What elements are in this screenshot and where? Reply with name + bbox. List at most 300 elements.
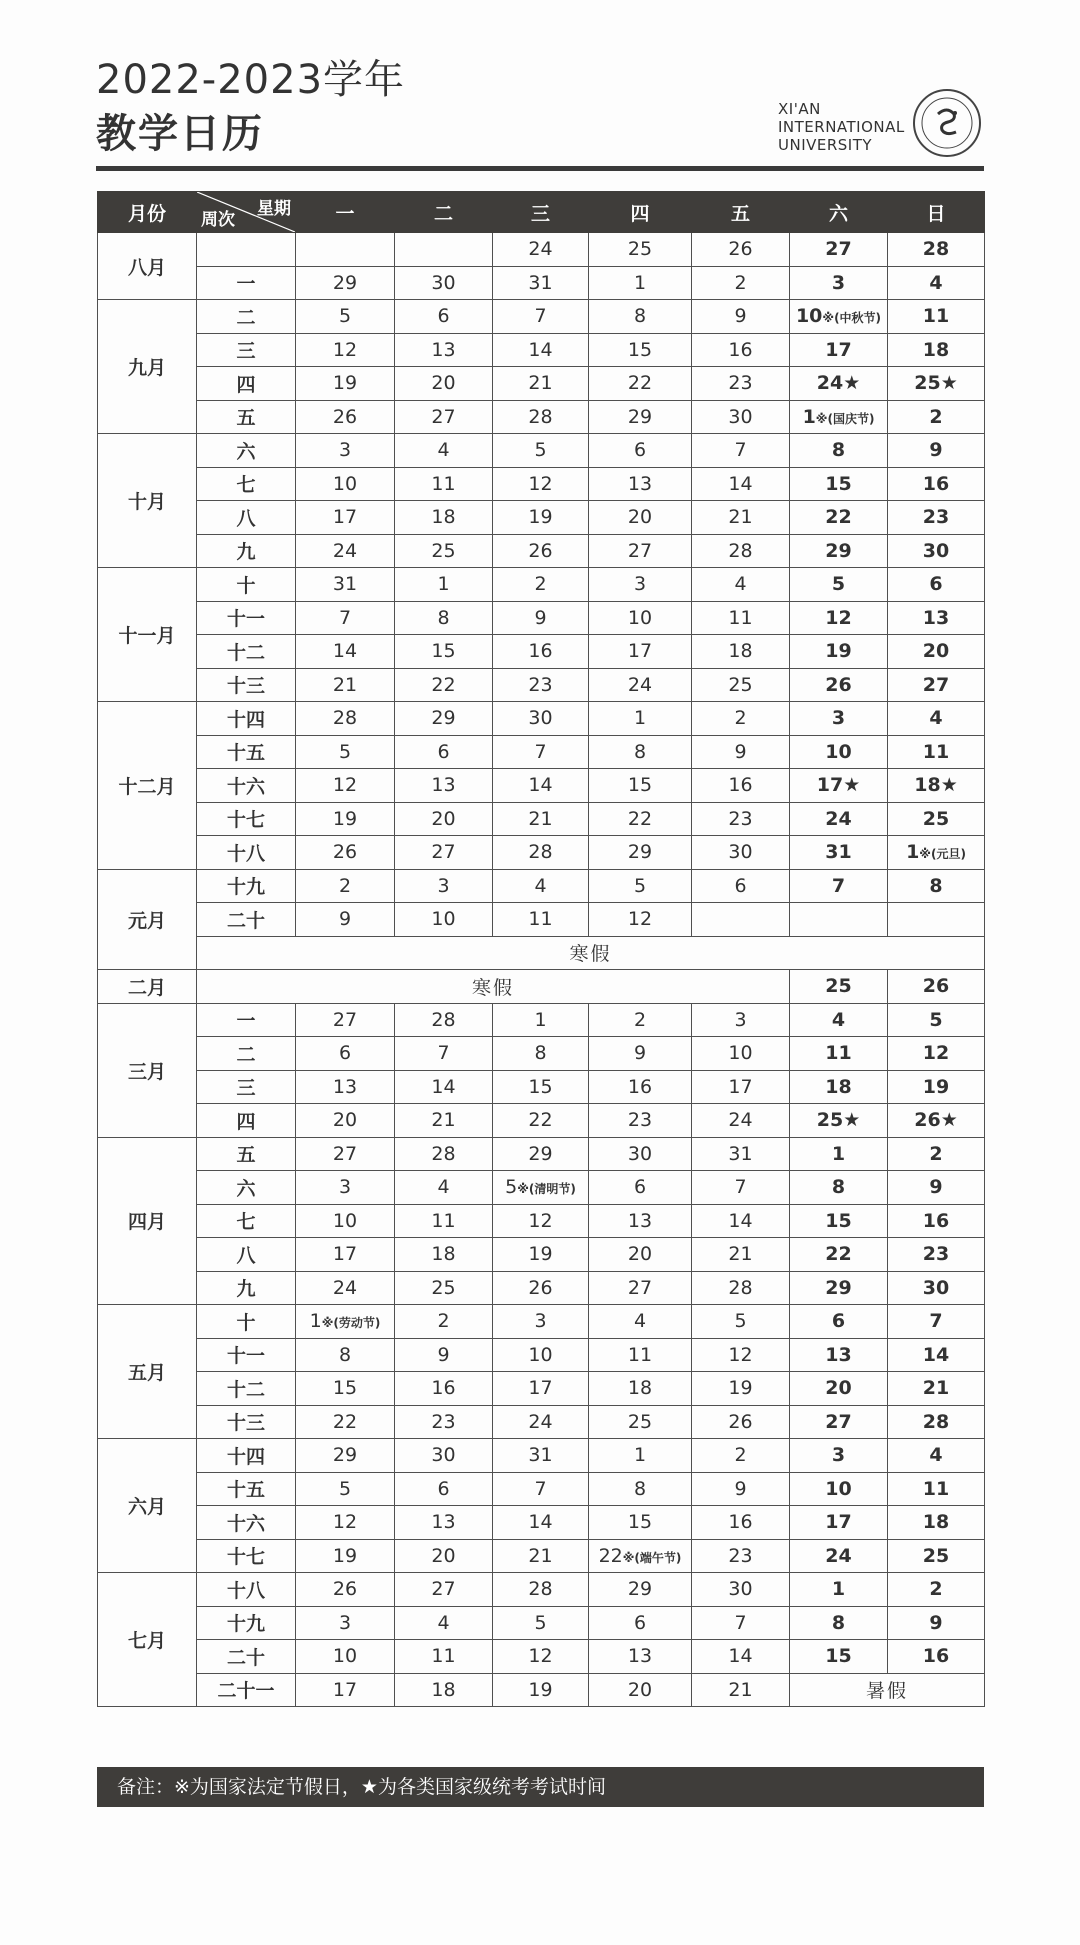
day-cell: 28	[888, 233, 985, 267]
day-cell: 28	[692, 534, 790, 568]
holiday-note: ※(劳动节)	[321, 1316, 381, 1331]
day-cell: 12	[493, 1204, 589, 1238]
day-cell: 18	[395, 501, 493, 535]
day-cell: 10	[296, 467, 395, 501]
day-cell: 8	[296, 1338, 395, 1372]
weekday-label: 星期	[257, 199, 291, 219]
day-cell: 15	[790, 467, 888, 501]
day-header: 二	[395, 192, 493, 233]
month-cell: 元月	[98, 869, 197, 970]
day-cell: 16	[888, 467, 985, 501]
day-cell: 9	[692, 1472, 790, 1506]
day-cell	[296, 233, 395, 267]
table-row	[98, 970, 985, 1004]
table-row	[98, 1372, 985, 1406]
day-cell: 25	[395, 1271, 493, 1305]
day-cell: 29	[790, 1271, 888, 1305]
day-cell: 27	[589, 534, 692, 568]
day-cell: 27	[589, 1271, 692, 1305]
day-cell	[888, 903, 985, 937]
month-cell: 八月	[98, 233, 197, 300]
table-row	[98, 1472, 985, 1506]
week-number-cell: 二十	[197, 1640, 296, 1674]
week-number-cell: 十一	[197, 1338, 296, 1372]
day-cell: 16	[589, 1070, 692, 1104]
day-cell: 6	[692, 869, 790, 903]
day-cell: 24	[296, 1271, 395, 1305]
day-cell: 17★	[790, 769, 888, 803]
day-cell: 17	[790, 1506, 888, 1540]
table-row	[98, 300, 985, 334]
day-cell: 26	[692, 233, 790, 267]
table-row	[98, 501, 985, 535]
day-cell: 29	[589, 1573, 692, 1607]
day-cell: 12	[493, 1640, 589, 1674]
day-cell: 29	[296, 266, 395, 300]
day-cell: 21	[493, 802, 589, 836]
table-row	[98, 836, 985, 870]
day-cell: 14	[493, 769, 589, 803]
day-cell: 25★	[790, 1104, 888, 1138]
day-cell	[395, 233, 493, 267]
week-number-cell: 五	[197, 400, 296, 434]
month-column-header: 月份	[98, 192, 197, 233]
day-cell: 30	[395, 1439, 493, 1473]
week-number-cell: 十四	[197, 702, 296, 736]
day-cell: 10	[395, 903, 493, 937]
day-cell: 2	[888, 1137, 985, 1171]
day-cell: 17	[296, 1238, 395, 1272]
day-cell: 2	[692, 1439, 790, 1473]
day-cell: 3	[790, 1439, 888, 1473]
day-cell: 20	[296, 1104, 395, 1138]
table-row	[98, 434, 985, 468]
day-cell: 26	[493, 534, 589, 568]
day-cell: 21	[888, 1372, 985, 1406]
day-cell: 1	[790, 1573, 888, 1607]
week-number-cell: 一	[197, 1003, 296, 1037]
day-cell: 24★	[790, 367, 888, 401]
day-cell: 3	[296, 1171, 395, 1205]
day-cell: 8	[888, 869, 985, 903]
day-cell: 7	[493, 735, 589, 769]
table-row	[98, 266, 985, 300]
day-cell: 22	[790, 501, 888, 535]
day-cell: 28	[395, 1003, 493, 1037]
holiday-day-number: 1	[906, 841, 920, 864]
week-number-cell: 四	[197, 1104, 296, 1138]
day-cell: 14	[692, 1640, 790, 1674]
day-cell: 15	[395, 635, 493, 669]
day-cell: 11	[395, 1204, 493, 1238]
month-cell: 十二月	[98, 702, 197, 870]
week-number-cell: 四	[197, 367, 296, 401]
day-cell: 13	[395, 769, 493, 803]
day-cell: 31	[790, 836, 888, 870]
day-cell: 8	[589, 735, 692, 769]
day-cell: 21	[296, 668, 395, 702]
day-cell: 1	[589, 1439, 692, 1473]
day-cell: 5	[493, 434, 589, 468]
day-cell: 16	[493, 635, 589, 669]
table-row	[98, 1070, 985, 1104]
day-cell	[589, 1539, 692, 1573]
day-cell: 10	[790, 735, 888, 769]
week-number-cell: 十八	[197, 836, 296, 870]
day-cell: 6	[790, 1305, 888, 1339]
day-cell: 4	[395, 1606, 493, 1640]
day-header: 四	[589, 192, 692, 233]
day-cell: 11	[589, 1338, 692, 1372]
day-cell: 12	[296, 1506, 395, 1540]
day-cell: 2	[589, 1003, 692, 1037]
university-name-line3: UNIVERSITY	[778, 136, 873, 154]
day-cell: 19	[692, 1372, 790, 1406]
day-cell: 16	[395, 1372, 493, 1406]
week-number-cell: 十	[197, 568, 296, 602]
university-name-line2: INTERNATIONAL	[778, 118, 905, 136]
day-cell: 21	[493, 1539, 589, 1573]
table-row	[98, 1238, 985, 1272]
week-number-cell: 二	[197, 1037, 296, 1071]
day-cell: 8	[589, 300, 692, 334]
day-header: 三	[493, 192, 589, 233]
week-number-cell: 十一	[197, 601, 296, 635]
day-cell: 22	[589, 802, 692, 836]
day-cell: 6	[589, 1171, 692, 1205]
week-number-cell: 八	[197, 501, 296, 535]
day-cell: 30	[589, 1137, 692, 1171]
day-cell: 27	[790, 233, 888, 267]
day-cell: 1	[589, 702, 692, 736]
day-cell: 26	[493, 1271, 589, 1305]
day-cell: 6	[888, 568, 985, 602]
day-cell: 9	[589, 1037, 692, 1071]
day-cell: 27	[296, 1003, 395, 1037]
day-cell: 30	[395, 266, 493, 300]
day-cell	[296, 1305, 395, 1339]
day-cell: 18	[790, 1070, 888, 1104]
table-row	[98, 1439, 985, 1473]
day-cell: 17	[692, 1070, 790, 1104]
day-cell: 29	[790, 534, 888, 568]
week-number-cell: 一	[197, 266, 296, 300]
day-cell: 3	[395, 869, 493, 903]
day-cell: 6	[296, 1037, 395, 1071]
day-cell: 21	[395, 1104, 493, 1138]
holiday-day-number: 1	[309, 1310, 322, 1333]
day-cell: 20	[395, 1539, 493, 1573]
week-number-cell: 十九	[197, 1606, 296, 1640]
day-cell: 14	[493, 1506, 589, 1540]
day-cell: 9	[692, 300, 790, 334]
table-row	[98, 568, 985, 602]
table-row	[98, 1606, 985, 1640]
summer-break-cell: 暑假	[790, 1673, 985, 1707]
day-cell: 24	[589, 668, 692, 702]
day-cell: 26	[296, 836, 395, 870]
day-cell: 6	[395, 1472, 493, 1506]
day-cell: 6	[589, 434, 692, 468]
day-cell: 19	[296, 367, 395, 401]
month-cell: 七月	[98, 1573, 197, 1707]
page-title: 教学日历	[96, 111, 264, 157]
day-cell: 27	[296, 1137, 395, 1171]
table-row	[98, 601, 985, 635]
table-row	[98, 1137, 985, 1171]
day-cell: 25	[790, 970, 888, 1004]
month-cell: 十一月	[98, 568, 197, 702]
table-row	[98, 735, 985, 769]
day-cell: 7	[493, 300, 589, 334]
day-cell: 9	[888, 1606, 985, 1640]
day-cell: 7	[296, 601, 395, 635]
day-cell: 25	[395, 534, 493, 568]
month-cell: 四月	[98, 1137, 197, 1305]
day-cell: 10	[493, 1338, 589, 1372]
table-row	[98, 1003, 985, 1037]
day-cell: 18	[395, 1238, 493, 1272]
day-cell: 7	[692, 1606, 790, 1640]
day-cell	[692, 903, 790, 937]
day-cell: 26	[296, 1573, 395, 1607]
day-cell: 20	[589, 1238, 692, 1272]
university-seal-logo	[912, 88, 982, 158]
week-number-cell: 七	[197, 467, 296, 501]
table-row	[98, 1104, 985, 1138]
day-cell: 13	[888, 601, 985, 635]
month-cell: 二月	[98, 970, 197, 1004]
table-row	[98, 233, 985, 267]
day-cell: 24	[790, 1539, 888, 1573]
holiday-note: ※(国庆节)	[815, 411, 875, 426]
table-row	[98, 333, 985, 367]
day-cell: 30	[692, 1573, 790, 1607]
day-cell: 14	[692, 467, 790, 501]
day-cell: 25★	[888, 367, 985, 401]
day-cell: 19	[493, 501, 589, 535]
day-cell	[888, 836, 985, 870]
day-cell: 24	[493, 233, 589, 267]
winter-break-cell: 寒假	[197, 970, 790, 1004]
day-cell: 25	[589, 233, 692, 267]
day-cell: 29	[296, 1439, 395, 1473]
month-cell: 十月	[98, 434, 197, 568]
day-cell: 22	[589, 367, 692, 401]
week-number-cell: 十六	[197, 1506, 296, 1540]
day-cell: 24	[296, 534, 395, 568]
day-cell: 18	[692, 635, 790, 669]
day-cell: 3	[692, 1003, 790, 1037]
table-row	[98, 1338, 985, 1372]
header-rule	[96, 166, 984, 171]
week-number-cell: 十五	[197, 1472, 296, 1506]
day-cell: 6	[589, 1606, 692, 1640]
day-cell: 4	[395, 434, 493, 468]
day-cell: 27	[395, 1573, 493, 1607]
day-header: 日	[888, 192, 985, 233]
day-cell: 22	[790, 1238, 888, 1272]
day-cell: 3	[589, 568, 692, 602]
day-cell: 31	[692, 1137, 790, 1171]
week-number-cell: 七	[197, 1204, 296, 1238]
day-cell	[790, 400, 888, 434]
day-cell: 28	[296, 702, 395, 736]
week-number-cell: 五	[197, 1137, 296, 1171]
day-cell: 4	[493, 869, 589, 903]
table-row	[98, 1204, 985, 1238]
week-number-cell: 六	[197, 1171, 296, 1205]
day-cell: 16	[692, 1506, 790, 1540]
day-cell: 11	[790, 1037, 888, 1071]
day-cell: 26	[692, 1405, 790, 1439]
day-cell: 8	[589, 1472, 692, 1506]
day-cell: 10	[296, 1640, 395, 1674]
week-number-cell: 十四	[197, 1439, 296, 1473]
day-cell: 27	[790, 1405, 888, 1439]
holiday-note: ※(端午节)	[622, 1550, 682, 1565]
table-row	[98, 1305, 985, 1339]
day-cell: 2	[692, 266, 790, 300]
day-cell: 14	[296, 635, 395, 669]
day-cell: 12	[692, 1338, 790, 1372]
day-cell: 7	[692, 1171, 790, 1205]
day-cell: 7	[395, 1037, 493, 1071]
day-cell: 19	[493, 1238, 589, 1272]
month-cell: 六月	[98, 1439, 197, 1573]
day-cell: 27	[395, 400, 493, 434]
day-cell: 23	[395, 1405, 493, 1439]
day-cell: 30	[692, 400, 790, 434]
day-cell: 1	[790, 1137, 888, 1171]
day-cell: 31	[493, 1439, 589, 1473]
day-cell: 27	[395, 836, 493, 870]
university-name	[778, 100, 905, 154]
day-cell: 4	[589, 1305, 692, 1339]
day-cell: 24	[790, 802, 888, 836]
week-number-cell: 二十一	[197, 1673, 296, 1707]
day-cell: 11	[888, 735, 985, 769]
day-cell: 13	[589, 1204, 692, 1238]
academic-year: 2022-2023学年	[96, 57, 406, 103]
day-cell: 5	[296, 735, 395, 769]
day-cell: 28	[493, 836, 589, 870]
table-row	[98, 534, 985, 568]
day-header: 五	[692, 192, 790, 233]
day-cell: 9	[493, 601, 589, 635]
week-number-cell: 九	[197, 534, 296, 568]
day-cell: 26★	[888, 1104, 985, 1138]
day-cell: 9	[692, 735, 790, 769]
footer-note	[97, 1767, 984, 1807]
day-cell: 13	[589, 467, 692, 501]
day-cell: 24	[493, 1405, 589, 1439]
day-cell: 21	[493, 367, 589, 401]
table-row	[98, 668, 985, 702]
day-cell: 20	[589, 501, 692, 535]
holiday-day-number: 10	[795, 305, 823, 328]
day-cell: 18	[888, 1506, 985, 1540]
day-cell: 7	[790, 869, 888, 903]
day-cell: 26	[888, 970, 985, 1004]
day-cell: 9	[888, 434, 985, 468]
day-cell: 14	[692, 1204, 790, 1238]
day-cell: 8	[493, 1037, 589, 1071]
day-cell: 4	[888, 266, 985, 300]
day-cell: 28	[493, 1573, 589, 1607]
university-name-line1: XI'AN	[778, 100, 821, 118]
day-cell: 3	[296, 434, 395, 468]
holiday-day-number: 1	[802, 405, 816, 428]
day-cell: 28	[395, 1137, 493, 1171]
day-cell: 6	[395, 300, 493, 334]
day-cell: 20	[888, 635, 985, 669]
week-number-cell: 六	[197, 434, 296, 468]
day-cell: 5	[790, 568, 888, 602]
day-cell: 2	[888, 400, 985, 434]
day-cell: 12	[888, 1037, 985, 1071]
day-cell: 15	[589, 333, 692, 367]
day-cell: 15	[296, 1372, 395, 1406]
table-row	[98, 936, 985, 970]
week-number-cell	[197, 233, 296, 267]
day-cell: 30	[493, 702, 589, 736]
day-cell: 22	[493, 1104, 589, 1138]
day-cell: 1	[395, 568, 493, 602]
table-row	[98, 1539, 985, 1573]
day-cell: 11	[395, 1640, 493, 1674]
day-cell: 10	[589, 601, 692, 635]
day-cell: 10	[692, 1037, 790, 1071]
day-cell: 17	[296, 501, 395, 535]
day-cell: 12	[296, 333, 395, 367]
day-cell: 13	[395, 1506, 493, 1540]
day-cell: 19	[888, 1070, 985, 1104]
day-cell: 26	[296, 400, 395, 434]
day-cell: 30	[888, 534, 985, 568]
day-cell: 11	[395, 467, 493, 501]
day-cell: 11	[692, 601, 790, 635]
day-cell: 20	[395, 802, 493, 836]
day-cell: 12	[493, 467, 589, 501]
week-number-cell: 九	[197, 1271, 296, 1305]
week-number-cell: 八	[197, 1238, 296, 1272]
day-cell: 13	[296, 1070, 395, 1104]
day-cell: 31	[296, 568, 395, 602]
day-cell: 26	[790, 668, 888, 702]
table-row	[98, 1573, 985, 1607]
table-row	[98, 1405, 985, 1439]
day-cell: 28	[888, 1405, 985, 1439]
day-header: 六	[790, 192, 888, 233]
day-cell: 23	[493, 668, 589, 702]
holiday-note: ※(元旦)	[919, 847, 966, 862]
day-cell: 21	[692, 1238, 790, 1272]
day-cell: 1	[493, 1003, 589, 1037]
day-cell: 2	[395, 1305, 493, 1339]
day-cell: 14	[395, 1070, 493, 1104]
day-cell: 2	[888, 1573, 985, 1607]
holiday-note: ※(清明节)	[517, 1182, 576, 1197]
day-cell: 13	[395, 333, 493, 367]
holiday-day-number: 22	[598, 1544, 623, 1567]
day-cell: 17	[790, 333, 888, 367]
day-cell: 9	[888, 1171, 985, 1205]
day-cell: 7	[493, 1472, 589, 1506]
day-cell: 29	[589, 400, 692, 434]
table-row	[98, 635, 985, 669]
table-row	[98, 1640, 985, 1674]
